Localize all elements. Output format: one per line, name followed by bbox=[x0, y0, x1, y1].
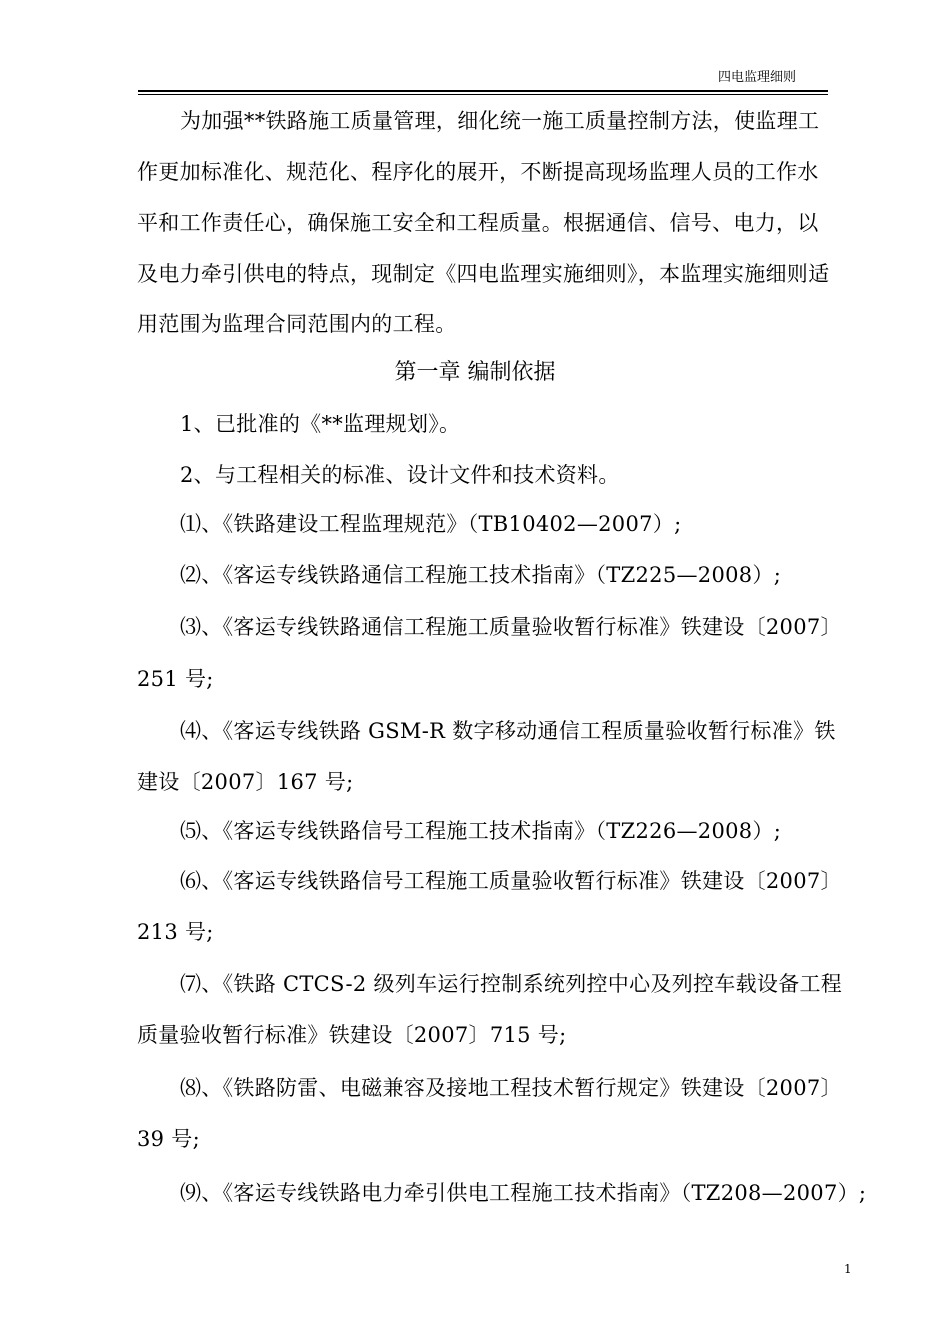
intro-line-3: 平和工作责任心，确保施工安全和工程质量。根据通信、信号、电力，以 bbox=[137, 211, 819, 235]
reference-7-line-2: 质量验收暂行标准》铁建设〔2007〕715 号; bbox=[137, 1023, 567, 1047]
intro-line-4: 及电力牵引供电的特点，现制定《四电监理实施细则》，本监理实施细则适 bbox=[137, 262, 830, 286]
reference-8-line-2: 39 号; bbox=[137, 1127, 200, 1151]
page-number: 1 bbox=[844, 1262, 852, 1276]
reference-3-line-1: ⑶、《客运专线铁路通信工程施工质量验收暂行标准》铁建设〔2007〕 bbox=[180, 615, 842, 639]
header-rule bbox=[138, 90, 828, 92]
reference-3-line-2: 251 号; bbox=[137, 667, 214, 691]
reference-4-line-2: 建设〔2007〕167 号; bbox=[137, 770, 354, 794]
reference-4-line-1: ⑷、《客运专线铁路 GSM-R 数字移动通信工程质量验收暂行标准》铁 bbox=[180, 719, 836, 743]
intro-line-5: 用范围为监理合同范围内的工程。 bbox=[137, 312, 457, 336]
running-header: 四电监理细则 bbox=[718, 70, 797, 85]
reference-6-line-1: ⑹、《客运专线铁路信号工程施工质量验收暂行标准》铁建设〔2007〕 bbox=[180, 869, 842, 893]
chapter-heading: 第一章 编制依据 bbox=[394, 360, 556, 385]
basis-item-1: 1、已批准的《**监理规划》。 bbox=[180, 412, 461, 436]
reference-8-line-1: ⑻、《铁路防雷、电磁兼容及接地工程技术暂行规定》铁建设〔2007〕 bbox=[180, 1076, 842, 1100]
reference-7-line-1: ⑺、《铁路 CTCS-2 级列车运行控制系统列控中心及列控车载设备工程 bbox=[180, 972, 843, 996]
reference-6-line-2: 213 号; bbox=[137, 920, 214, 944]
reference-9: ⑼、《客运专线铁路电力牵引供电工程施工技术指南》（TZ208—2007）; bbox=[180, 1181, 867, 1205]
intro-line-2: 作更加标准化、规范化、程序化的展开，不断提高现场监理人员的工作水 bbox=[137, 160, 819, 184]
intro-line-1: 为加强**铁路施工质量管理，细化统一施工质量控制方法，使监理工 bbox=[180, 109, 820, 133]
header-rule-thin bbox=[138, 94, 828, 95]
reference-5: ⑸、《客运专线铁路信号工程施工技术指南》（TZ226—2008）; bbox=[180, 819, 782, 843]
basis-item-2: 2、与工程相关的标准、设计文件和技术资料。 bbox=[180, 463, 620, 487]
reference-2: ⑵、《客运专线铁路通信工程施工技术指南》（TZ225—2008）; bbox=[180, 563, 782, 587]
reference-1: ⑴、《铁路建设工程监理规范》（TB10402—2007）; bbox=[180, 512, 682, 536]
